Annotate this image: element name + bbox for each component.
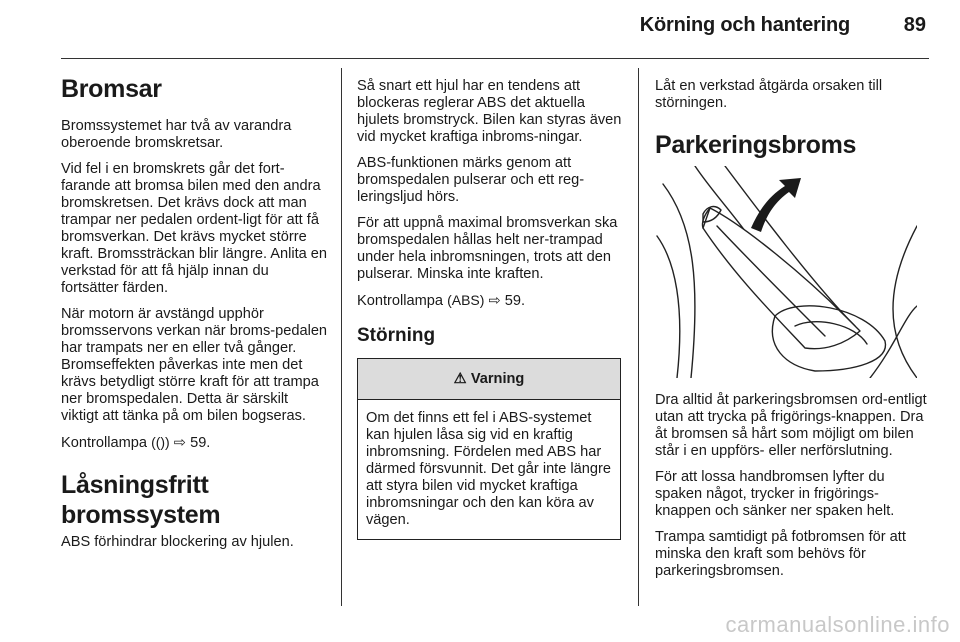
- paragraph: Låt en verkstad åtgärda orsaken till störningen.: [655, 78, 883, 111]
- column-divider-1: [341, 68, 342, 606]
- column-3: [655, 78, 927, 589]
- paragraph: Så snart ett hjul har en tendens att blockeras reglerar ABS det aktuella hjulets bromstryck. Bilen kan styras även vid mycket kraftiga inbroms-ningar.: [357, 78, 622, 145]
- paragraph: ABS-funktionen märks genom att bromspedalen pulserar och ett reg-leringsljud hörs.: [357, 155, 585, 205]
- abs-warning-icon: (ABS): [447, 292, 485, 308]
- column-divider-2: [638, 68, 639, 606]
- reference-line: [61, 434, 329, 452]
- page-reference-arrow-icon: ⇨: [488, 293, 501, 309]
- warning-text: Om det finns ett fel i ABS-systemet kan hjulen låsa sig vid en kraftig inbromsning. Fördelen med ABS har därmed försvunnit. Det går inte längre att styra bilen vid mycket kraftiga inbromsningar och den kan köra av vägen.: [366, 410, 611, 528]
- section-heading-storning: Störning: [357, 325, 436, 346]
- parking-brake-illustration: [655, 166, 917, 378]
- paragraph: När motorn är avstängd upphör bromsservons verkan när broms-pedalen har trampats ner en eller två gånger. Bromseffekten påverkas inte men det krävs betydligt större kraft för att trampa ner bromspedalen. Detta är särskilt viktigt att tänka på om bilen bogseras.: [61, 306, 328, 424]
- paragraph: Vid fel i en bromskrets går det fort-farande att bromsa bilen med den andra bromskretsen. Det krävs dock att man trampar ner pedalen ordent-ligt för att få bromsverkan. Det krävs mycket större kraft. Bromssträckan blir längre. Anlita en verkstad för att få hjälp innan du fortsätter färden.: [61, 161, 328, 296]
- page-reference[interactable]: 59.: [190, 435, 211, 451]
- column-2: [357, 78, 623, 540]
- paragraph: ABS förhindrar blockering av hjulen.: [61, 534, 294, 550]
- page-number: 89: [903, 14, 926, 36]
- reference-line: [357, 292, 623, 310]
- warning-header: [358, 359, 620, 400]
- paragraph: Bromssystemet har två av varandra oberoende bromskretsar.: [61, 118, 292, 151]
- warning-title: Varning: [470, 371, 525, 387]
- header-title: Körning och hantering: [639, 14, 850, 36]
- column-1: [61, 74, 329, 560]
- warning-triangle-icon: ⚠: [453, 371, 467, 387]
- section-heading-bromsar: Bromsar: [61, 75, 162, 103]
- page-reference[interactable]: 59.: [504, 293, 526, 309]
- paragraph: Trampa samtidigt på fotbromsen för att minska den kraft som behövs för parkeringsbromsen.: [655, 529, 906, 579]
- paragraph: För att uppnå maximal bromsverkan ska bromspedalen hållas helt ner-trampad under hela inbromsningen, trots att den pulserar. Minska inte kraften.: [357, 215, 618, 282]
- section-heading-parkeringsbroms: Parkeringsbroms: [655, 131, 857, 159]
- brake-warning-icon: (()): [151, 434, 170, 450]
- reference-label: Kontrollampa: [61, 435, 147, 451]
- warning-box: [357, 358, 621, 540]
- paragraph: För att lossa handbromsen lyfter du spaken något, trycker in frigörings-knappen och sänker ner spaken helt.: [655, 469, 895, 519]
- section-heading-abs: Låsningsfritt bromssystem: [61, 471, 221, 529]
- header-rule: [61, 58, 929, 59]
- reference-label: Kontrollampa: [357, 293, 443, 309]
- parking-brake-lever-drawing: [655, 166, 917, 378]
- page-reference-arrow-icon: ⇨: [173, 435, 187, 451]
- watermark: carmanualsonline.info: [725, 612, 950, 637]
- paragraph: Dra alltid åt parkeringsbromsen ord-entligt utan att trycka på frigörings-knappen. Dra åt bromsen så hårt som möjligt om bilen står i en uppförs- eller nerförslutning.: [655, 392, 927, 459]
